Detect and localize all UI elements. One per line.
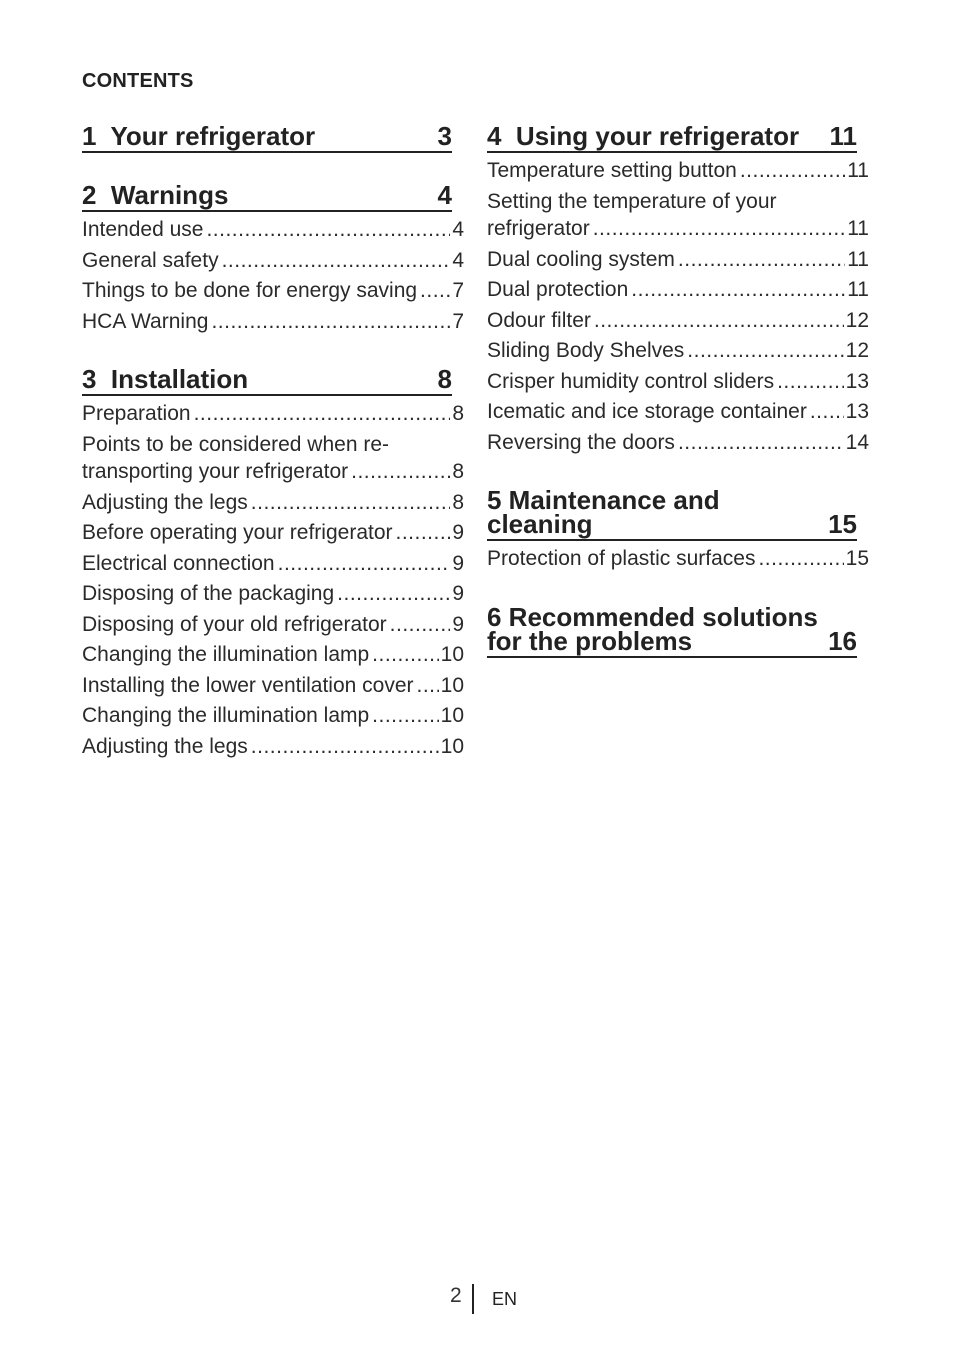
dot-leader	[251, 488, 451, 519]
dot-leader	[687, 336, 843, 367]
entry-label: Odour filter	[487, 308, 591, 332]
toc-entry[interactable]	[82, 701, 466, 732]
entry-label: Before operating your refrigerator	[82, 521, 393, 544]
toc-entry[interactable]	[487, 336, 871, 367]
section-page: 11	[829, 121, 857, 151]
entry-page: 7	[452, 279, 464, 302]
entry-label: transporting your refrigerator	[82, 460, 349, 483]
toc-section-heading[interactable]	[487, 121, 857, 153]
section-page: 4	[437, 180, 452, 210]
entry-label: Things to be done for energy saving	[82, 279, 418, 302]
entry-label-line1: Setting the temperature of your	[487, 189, 777, 213]
entry-page: 10	[440, 673, 464, 697]
toc-entry[interactable]	[487, 187, 871, 245]
toc-entry[interactable]	[487, 367, 871, 398]
dot-leader	[593, 214, 845, 245]
toc-entry[interactable]	[82, 640, 466, 671]
entry-label-line1: Points to be considered when re-	[82, 432, 390, 456]
toc-section-heading[interactable]	[487, 601, 857, 658]
entry-page: 8	[452, 490, 464, 514]
toc-entry[interactable]	[487, 245, 871, 276]
toc-section-heading[interactable]	[487, 485, 857, 541]
dot-leader	[372, 701, 438, 732]
dot-leader	[396, 518, 451, 549]
toc-section-3	[82, 364, 466, 762]
entry-page: 4	[452, 248, 464, 272]
entry-page: 9	[452, 582, 464, 605]
entry-label: Adjusting the legs	[82, 734, 248, 758]
toc-left-column	[82, 121, 466, 792]
entry-label: Changing the illumination lamp	[82, 643, 370, 666]
dot-leader	[810, 397, 844, 428]
toc-entry[interactable]	[82, 610, 466, 641]
toc-right-column	[487, 121, 871, 688]
entry-label: Adjusting the legs	[82, 490, 248, 514]
section-number: 4	[487, 121, 502, 151]
dot-leader	[678, 245, 845, 276]
entry-label: Temperature setting button	[487, 159, 737, 182]
entry-label: Icematic and ice storage container	[487, 400, 807, 423]
section-title-line2: for the problems	[487, 625, 693, 656]
footer-divider	[472, 1284, 474, 1314]
page-number: 2	[450, 1284, 462, 1307]
entry-label: Changing the illumination lamp	[82, 704, 370, 727]
toc-entry[interactable]	[82, 276, 466, 307]
toc-entry[interactable]	[487, 428, 871, 459]
entry-label: Reversing the doors	[487, 430, 675, 454]
toc-section-heading[interactable]	[82, 121, 452, 153]
toc-entry[interactable]	[82, 488, 466, 519]
entry-page: 11	[847, 278, 869, 301]
entry-label: Disposing of the packaging	[82, 582, 335, 605]
toc-section-2	[82, 180, 466, 337]
section-page: 8	[437, 364, 452, 394]
entry-label: refrigerator	[487, 217, 590, 240]
dot-leader	[420, 276, 450, 307]
entry-page: 9	[452, 612, 464, 636]
entry-page: 12	[845, 308, 869, 332]
entry-page: 13	[845, 369, 869, 393]
section-number: 2	[82, 180, 97, 210]
toc-entry[interactable]	[82, 399, 466, 430]
dot-leader	[211, 307, 450, 338]
section-number: 1	[82, 121, 97, 151]
toc-section-5	[487, 485, 871, 575]
dot-leader	[372, 640, 438, 671]
entry-page: 10	[440, 704, 464, 727]
toc-section-6	[487, 601, 871, 658]
entry-page: 14	[845, 430, 869, 454]
dot-leader	[594, 306, 844, 337]
entry-page: 13	[845, 400, 869, 423]
dot-leader	[390, 610, 451, 641]
dot-leader	[278, 549, 451, 580]
toc-section-heading[interactable]	[82, 180, 452, 212]
entry-page: 9	[452, 551, 464, 575]
toc-entry[interactable]	[82, 549, 466, 580]
dot-leader	[417, 671, 439, 702]
toc-section-1	[82, 121, 466, 153]
contents-title: CONTENTS	[82, 70, 194, 92]
toc-entry[interactable]	[82, 430, 466, 488]
language-code: EN	[492, 1289, 518, 1309]
dot-leader	[351, 457, 450, 488]
section-page: 16	[828, 625, 857, 656]
toc-entry[interactable]	[82, 579, 466, 610]
entry-page: 8	[452, 402, 464, 425]
toc-entry[interactable]	[487, 544, 871, 575]
entry-page: 7	[452, 309, 464, 333]
section-title: Warnings	[110, 180, 229, 210]
entry-label: Installing the lower ventilation cover	[82, 673, 414, 697]
entry-label: Sliding Body Shelves	[487, 339, 685, 362]
toc-entry[interactable]	[82, 732, 466, 763]
section-title: Installation	[110, 364, 249, 394]
section-title-line1: 5 Maintenance and	[487, 485, 720, 515]
section-title: Your refrigerator	[110, 121, 316, 151]
toc-entry[interactable]	[82, 518, 466, 549]
dot-leader	[740, 156, 845, 187]
toc-entry[interactable]	[82, 215, 466, 246]
entry-page: 12	[845, 339, 869, 362]
section-title: Using your refrigerator	[515, 121, 800, 151]
toc-entry[interactable]	[487, 397, 871, 428]
dot-leader	[631, 275, 845, 306]
entry-page: 10	[440, 734, 464, 758]
toc-entry[interactable]	[82, 307, 466, 338]
entry-page: 11	[847, 247, 869, 271]
toc-entry[interactable]	[82, 671, 466, 702]
toc-section-4	[487, 121, 871, 458]
entry-label: Disposing of your old refrigerator	[82, 612, 387, 636]
entry-label: Dual cooling system	[487, 247, 675, 271]
dot-leader	[222, 246, 451, 277]
entry-page: 11	[847, 217, 869, 240]
toc-section-heading[interactable]	[82, 364, 452, 396]
entry-label: Protection of plastic surfaces	[487, 547, 756, 570]
entry-page: 10	[440, 643, 464, 666]
dot-leader	[337, 579, 450, 610]
entry-page: 11	[847, 159, 869, 182]
toc-entry[interactable]	[487, 306, 871, 337]
entry-page: 4	[452, 218, 464, 241]
dot-leader	[758, 544, 843, 575]
entry-label: Intended use	[82, 218, 204, 241]
section-page: 3	[437, 121, 452, 151]
section-title-line2: cleaning	[487, 509, 593, 539]
dot-leader	[194, 399, 451, 430]
entry-label: Dual protection	[487, 278, 629, 301]
entry-page: 8	[452, 460, 464, 483]
dot-leader	[678, 428, 844, 459]
toc-entry[interactable]	[82, 246, 466, 277]
section-number: 3	[82, 364, 97, 394]
toc-entry[interactable]	[487, 275, 871, 306]
dot-leader	[777, 367, 844, 398]
entry-label: Electrical connection	[82, 551, 275, 575]
entry-label: General safety	[82, 248, 219, 272]
entry-label: Crisper humidity control sliders	[487, 369, 775, 393]
toc-entry[interactable]	[487, 156, 871, 187]
section-page: 15	[828, 509, 857, 539]
entry-label: Preparation	[82, 402, 191, 425]
entry-label: HCA Warning	[82, 309, 209, 333]
dot-leader	[206, 215, 450, 246]
entry-page: 9	[452, 521, 464, 544]
section-title-line1: 6 Recommended solutions	[487, 601, 818, 632]
entry-page: 15	[845, 547, 869, 570]
dot-leader	[251, 732, 439, 763]
